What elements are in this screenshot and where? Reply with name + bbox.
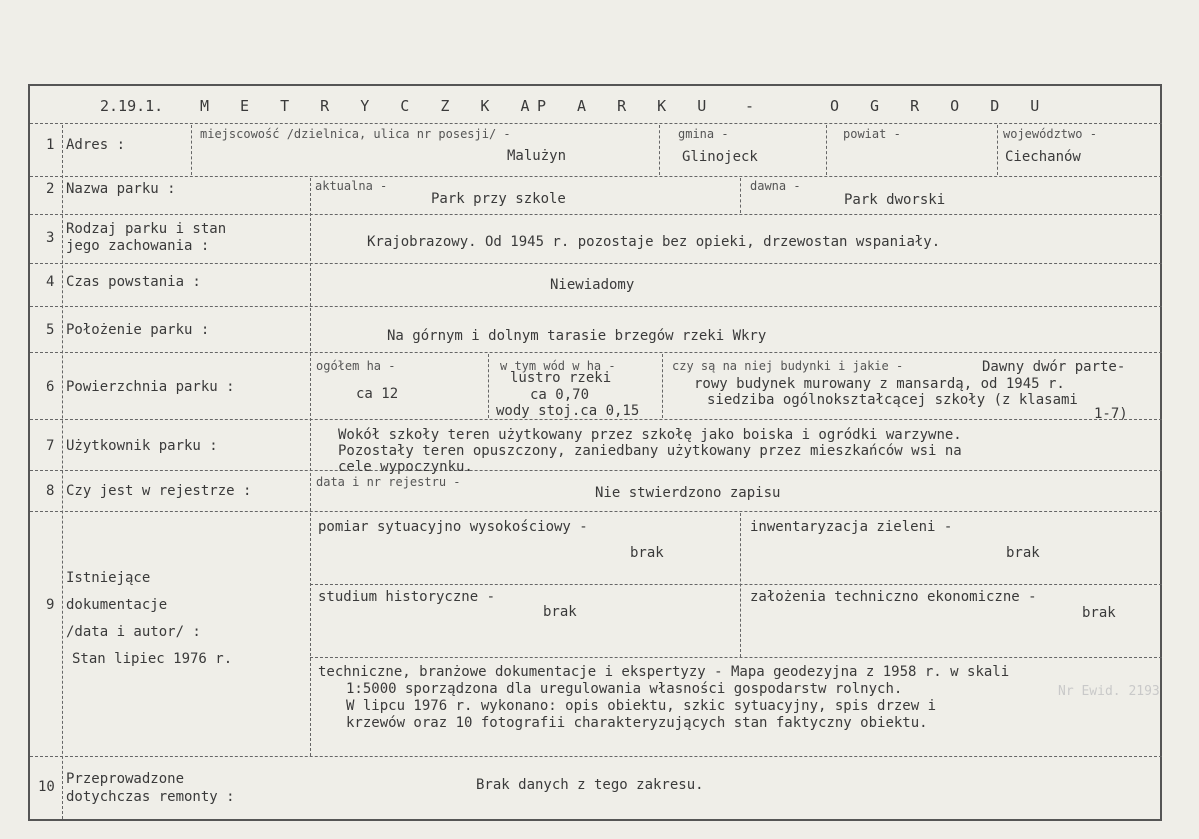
buildings-caption: czy są na niej budynki i jakie - (672, 359, 904, 373)
economic-assumptions-caption: założenia techniczno ekonomiczne - (750, 589, 1037, 605)
water-value: wody stoj.ca 0,15 (496, 403, 640, 419)
economic-assumptions-value: brak (1082, 605, 1116, 621)
title-dash: - (745, 97, 755, 115)
creation-time-label: Czas powstania : (66, 274, 201, 290)
user-label: Użytkownik parku : (66, 438, 218, 454)
locality-value: Malużyn (507, 148, 567, 164)
row-number: 4 (46, 274, 55, 290)
technical-docs-text: techniczne, branżowe dokumentacje i ekspertyzy - Mapa geodezyjna z 1958 r. w skali (318, 664, 1010, 680)
address-label: Adres : (66, 137, 126, 153)
voivodeship-caption: województwo - (1003, 127, 1097, 141)
divider (662, 354, 663, 418)
user-value: cele wypoczynku. (338, 459, 473, 475)
register-label: Czy jest w rejestrze : (66, 483, 252, 499)
park-name-label: Nazwa parku : (66, 181, 176, 197)
divider (740, 178, 741, 213)
documentation-label: /data i autor/ : (66, 624, 201, 640)
gmina-value: Glinojeck (682, 149, 758, 165)
park-type-label: Rodzaj parku i stan (66, 221, 227, 237)
register-caption: data i nr rejestru - (316, 475, 461, 489)
row-number: 8 (46, 483, 55, 499)
row-number: 6 (46, 379, 55, 395)
water-caption: w tym wód w ha - (500, 359, 616, 373)
greenery-inventory-value: brak (1006, 545, 1040, 561)
area-value: ca 12 (356, 386, 399, 402)
technical-docs-text: krzewów oraz 10 fotografii charakteryzujących stan faktyczny obiektu. (346, 715, 928, 731)
historical-study-caption: studium historyczne - (318, 589, 496, 605)
registry-stamp: Nr Ewid. 2193 (1058, 684, 1160, 699)
area-label: Powierzchnia parku : (66, 379, 235, 395)
current-name-value: Park przy szkole (431, 191, 566, 207)
documentation-date: Stan lipiec 1976 r. (72, 651, 233, 667)
row-number: 10 (38, 779, 55, 795)
row-number: 5 (46, 322, 55, 338)
buildings-value: 1-7) (1094, 406, 1128, 422)
row-number: 1 (46, 137, 55, 153)
title-parku: P A R K U (537, 97, 711, 115)
divider (30, 214, 1162, 215)
divider (30, 306, 1162, 307)
divider (30, 263, 1162, 264)
divider (30, 470, 1162, 471)
divider (310, 178, 311, 756)
row-number: 9 (46, 597, 55, 613)
buildings-value: siedziba ogólnokształcącej szkoły (z klasami (707, 392, 1078, 408)
location-value: Na górnym i dolnym tarasie brzegów rzeki Wkry (387, 328, 767, 344)
technical-docs-text: 1:5000 sporządzona dla uregulowania własności gospodarstw rolnych. (346, 681, 903, 697)
divider (30, 352, 1162, 353)
divider (659, 125, 660, 175)
divider (997, 125, 998, 175)
divider (30, 123, 1162, 124)
greenery-inventory-caption: inwentaryzacja zieleni - (750, 519, 953, 535)
row-number: 3 (46, 230, 55, 246)
divider (30, 756, 1162, 757)
divider (30, 511, 1162, 512)
row-number: 2 (46, 181, 55, 197)
historical-study-value: brak (543, 604, 577, 620)
divider (30, 176, 1162, 177)
record-number: 2.19.1. (100, 97, 164, 115)
water-value: ca 0,70 (530, 387, 590, 403)
technical-docs-text: W lipcu 1976 r. wykonano: opis obiektu, szkic sytuacyjny, spis drzew i (346, 698, 937, 714)
user-value: Wokół szkoły teren użytkowany przez szkołę jako boiska i ogródki warzywne. (338, 427, 962, 443)
documentation-label: Istniejące (66, 570, 151, 586)
creation-time-value: Niewiadomy (550, 277, 635, 293)
renovations-value: Brak danych z tego zakresu. (476, 777, 704, 793)
divider (191, 125, 192, 175)
divider (62, 125, 63, 819)
divider (30, 419, 1162, 420)
gmina-caption: gmina - (678, 127, 729, 141)
park-type-value: Krajobrazowy. Od 1945 r. pozostaje bez opieki, drzewostan wspaniały. (367, 234, 941, 250)
renovations-label: dotychczas remonty : (66, 789, 235, 805)
buildings-value: Dawny dwór parte- (982, 359, 1126, 375)
voivodeship-value: Ciechanów (1005, 149, 1081, 165)
survey-caption: pomiar sytuacyjno wysokościowy - (318, 519, 588, 535)
title-metryczka: M E T R Y C Z K A (200, 97, 534, 115)
park-type-label: jego zachowania : (66, 238, 210, 254)
former-name-value: Park dworski (844, 192, 946, 208)
divider (488, 354, 489, 418)
renovations-label: Przeprowadzone (66, 771, 185, 787)
divider (826, 125, 827, 175)
location-label: Położenie parku : (66, 322, 210, 338)
register-value: Nie stwierdzono zapisu (595, 485, 781, 501)
water-caption: lustro rzeki (510, 370, 612, 386)
current-name-caption: aktualna - (315, 179, 388, 193)
documentation-label: dokumentacje (66, 597, 168, 613)
divider (310, 657, 1162, 658)
title-ogrodu: O G R O D U (830, 97, 1044, 115)
survey-value: brak (630, 545, 664, 561)
divider (740, 513, 741, 657)
row-number: 7 (46, 438, 55, 454)
user-value: Pozostały teren opuszczony, zaniedbany użytkowany przez mieszkańców wsi na (338, 443, 962, 459)
former-name-caption: dawna - (750, 179, 801, 193)
locality-caption: miejscowość /dzielnica, ulica nr posesji/ - (200, 127, 511, 141)
divider (310, 584, 1162, 585)
powiat-caption: powiat - (843, 127, 901, 141)
buildings-value: rowy budynek murowany z mansardą, od 1945 r. (694, 376, 1065, 392)
area-caption: ogółem ha - (316, 359, 396, 373)
